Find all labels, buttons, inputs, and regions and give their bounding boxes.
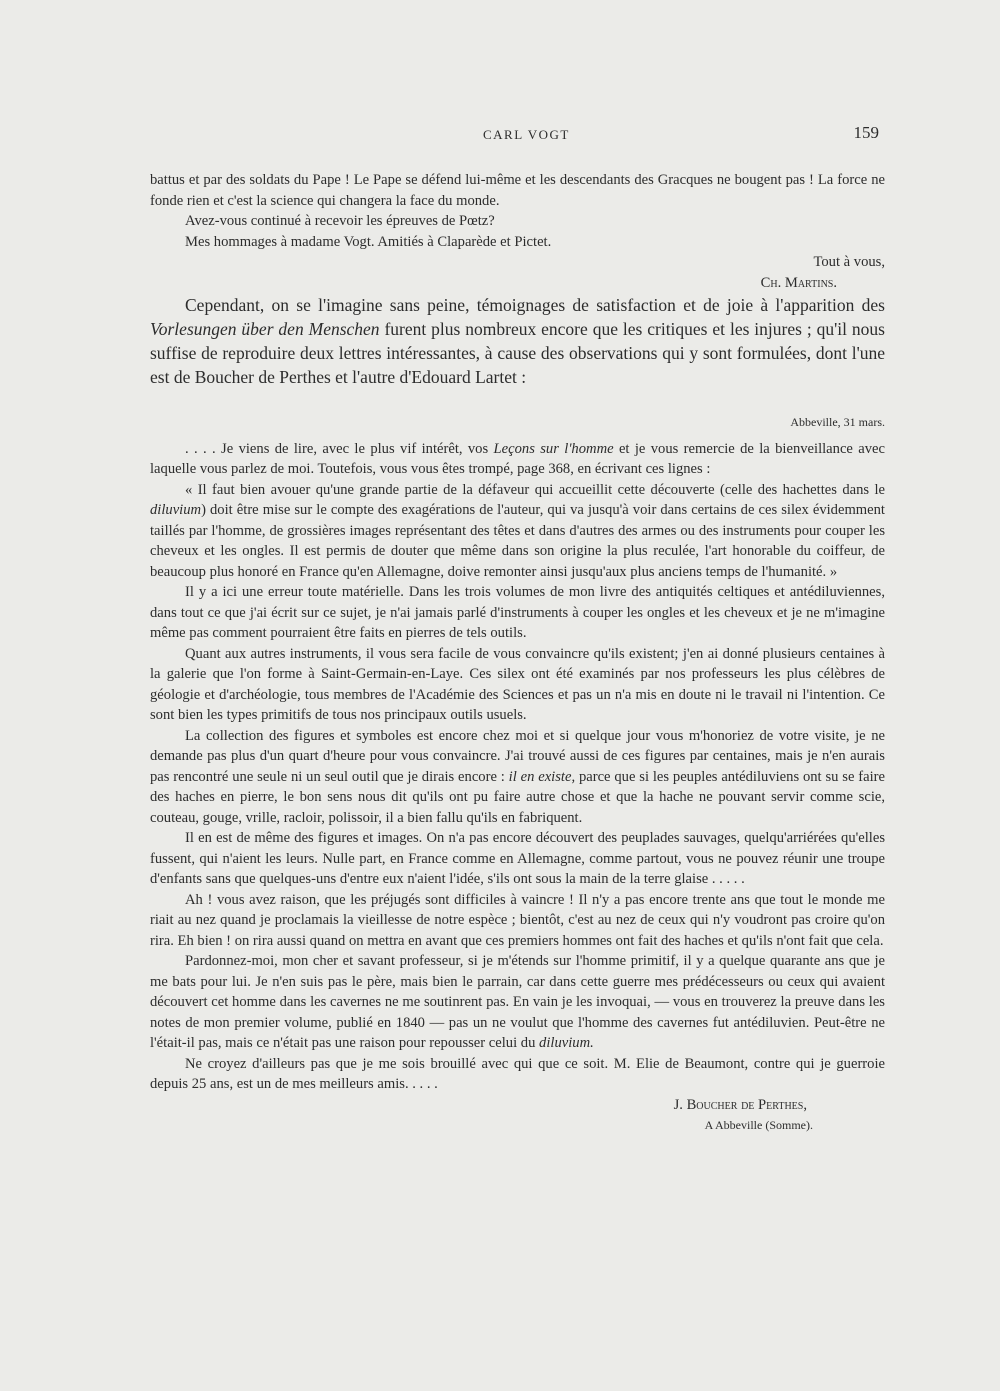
letter-paragraph [150, 439, 885, 480]
book-title: Vorlesungen über den Menschen [150, 319, 380, 339]
letter-paragraph: Il y a ici une erreur toute matérielle. Dans les trois volumes de mon livre des antiquités celtiques et antédiluviennes, dans tout ce que j'ai écrit sur ce sujet, je n'ai jamais parlé d'instruments à couper les ongles et les cheveux et je ne m'imagine même pas comment pourraient être faits en pierres de tels outils. [150, 584, 885, 641]
book-title: Leçons sur l'homme [493, 440, 614, 457]
italic-term: il en existe, [508, 768, 576, 785]
letter-dateline: Abbeville, 31 mars. [790, 415, 885, 429]
text-run: ) doit être mise sur le compte des exagérations de l'auteur, qui va jusqu'à voir dans certains de ces silex évidemment taillés par l'homme, de grossières images représentant des têtes et dans d'autres des armes ou des instruments pour couper les cheveux et les ongles. Il est permis de douter que même dans son origine la plus reculée, l'art honorable du coiffeur, de beaucoup plus honoré en France qu'en Allemagne, doive remonter ainsi jusqu'aux plus anciens temps de l'humanité. » [150, 502, 885, 580]
text-run: Pardonnez-moi, mon cher et savant professeur, si je m'étends sur l'homme primitif, il y a quelque quarante ans que je me bats pour lui. Je n'en suis pas le père, mais bien le parrain, car dans cette guerre mes prédécesseurs ou ceux qui avaient découvert cet homme dans les cavernes ne me soutinrent pas. En vain je les invoquai, — vous en trouverez la preuve dans les notes de mon premier volume, publié en 1840 — pas un ne voulut que l'homme des cavernes fut antédiluvien. Peut-être ne l'était-il pas, mais ce n'était pas une raison pour repousser celui du [150, 953, 885, 1051]
text-run: La collection des figures et symboles est encore chez moi et si quelque jour vous m'honoriez de votre visite, je ne demande pas plus d'un quart d'heure pour vous convaincre. J'ai trouvé aussi de ces figures par centaines, mais je n'en aurais pas rencontré une seule ni un seul outil que je dirais encore : [150, 727, 885, 785]
letter-paragraph: Ne croyez d'ailleurs pas que je me sois brouillé avec qui que ce soit. M. Elie de Beaumont, contre qui je guerroie depuis 25 ans, est un de mes meilleurs amis. . . . . [150, 1055, 885, 1092]
letter-signature: Ch. Martins. [760, 274, 837, 291]
letter-quote [150, 480, 885, 583]
text-run: . . . . Je viens de lire, avec le plus vif intérêt, vos [185, 440, 494, 457]
letter-paragraph: battus et par des soldats du Pape ! Le Pape se défend lui-même et les descendants des Gracques ne bougent pas ! La force ne fonde rien et c'est la science qui changera la face du monde. [150, 172, 885, 209]
letter-paragraph: Quant aux autres instruments, il vous sera facile de vous convaincre qu'ils existent; j'en ai donné plusieurs centaines à la galerie que l'on forme à Saint-Germain-en-Laye. Ces silex ont été examinés par nos professeurs les plus célèbres de géologie et d'archéologie, tous membres de l'Académie des Sciences et pas un n'a mis en doute ni le travail ni l'intention. Ce sont bien les types primitifs de tous nos principaux outils usuels. [150, 645, 885, 723]
letter-paragraph [150, 951, 885, 1054]
letter-paragraph [150, 726, 885, 829]
letter-boucher-de-perthes [150, 412, 885, 1136]
letter-paragraph: Avez-vous continué à recevoir les épreuves de Pœtz? [185, 213, 495, 229]
letter-paragraph: Ah ! vous avez raison, que les préjugés sont difficiles à vaincre ! Il n'y a pas encore trente ans que tout le monde me riait au nez quand je proclamais la vieillesse de notre espèce ; bientôt, c'est au nez de ceux qui n'y voudront pas croire qu'on rira. Eh bien ! on rira aussi quand on mettra en avant que ces premiers hommes ont fait des haches et qu'ils n'ont fait que cela. [150, 891, 885, 949]
text-run: « Il faut bien avouer qu'une grande partie de la défaveur qui accueillit cette découverte (celle des hachettes dans le [185, 481, 885, 498]
narrative-paragraph [150, 293, 885, 389]
letter-paragraph: Mes hommages à madame Vogt. Amitiés à Claparède et Pictet. [185, 233, 552, 250]
running-title: CARL VOGT [483, 127, 570, 142]
letter-martins [150, 170, 885, 293]
page-number: 159 [853, 123, 879, 142]
narrative-text-after: furent plus nombreux encore que les critiques et les injures ; qu'il nous suffise de reproduire deux lettres intéressantes, à cause des observations qui y sont formulées, dont l'une est de Boucher de Perthes et l'autre d'Edouard Lartet : [150, 319, 885, 387]
italic-term: diluvium [150, 502, 202, 518]
letter-paragraph: Il en est de même des figures et images. On n'a pas encore découvert des peuplades sauvages, quelqu'arriérées qu'elles fussent, qui n'aient les leurs. Nulle part, en France comme en Allemagne, comme partout, vous ne pouvez réunir une troupe d'enfants sans que quelques-uns d'entre eux n'aient l'idée, s'ils ont sous la main de la terre glaise . . . . . [150, 830, 885, 887]
italic-term: diluvium. [539, 1035, 594, 1051]
text-run: parce que si les peuples antédiluviens ont su se faire des haches en pierre, le bon sens nous dit qu'ils ont pu faire autre chose et que la hache ne pouvant servir comme scie, couteau, gouge, vrille, racloir, polissoir, il a bien fallu qu'ils en fabriquent. [150, 768, 885, 826]
letter-address: A Abbeville (Somme). [704, 1118, 813, 1132]
narrative-text-before: Cependant, on se l'imagine sans peine, témoignages de satisfaction et de joie à l'apparition des [185, 295, 885, 315]
text-run: et je vous remercie de la bienveillance avec laquelle vous parlez de moi. Toutefois, vous vous êtes trompé, page 368, en écrivant ces lignes : [150, 440, 886, 477]
letter-closing: Tout à vous, [813, 254, 885, 270]
letter-signature: J. Boucher de Perthes, [673, 1096, 807, 1113]
